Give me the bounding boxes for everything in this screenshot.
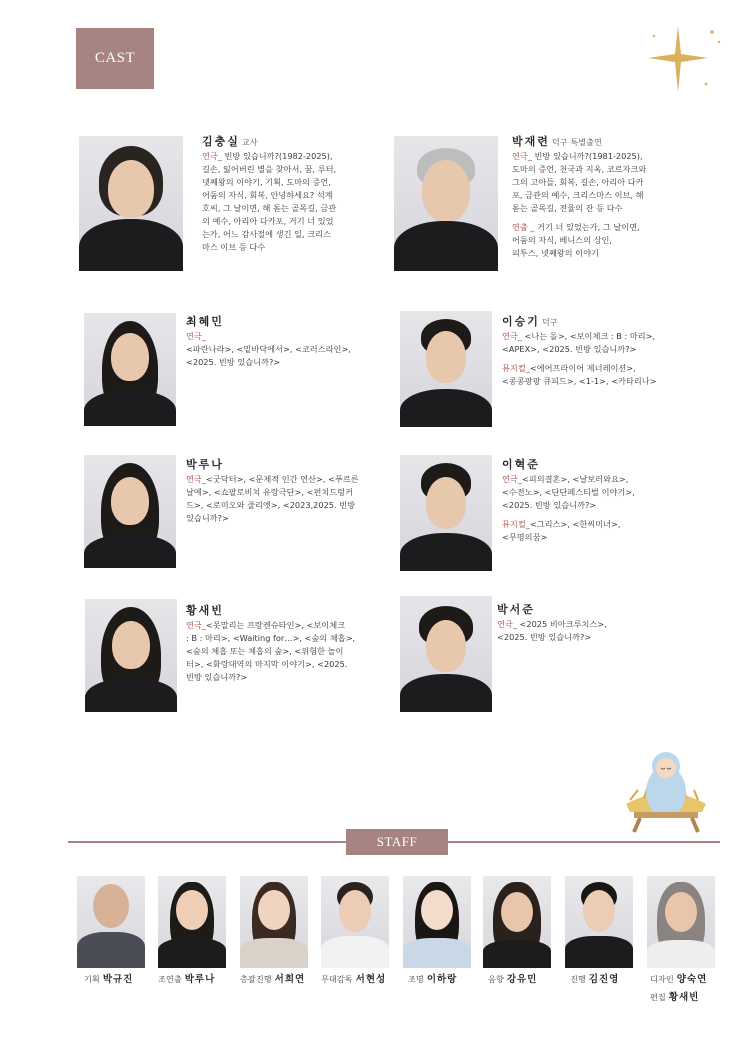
bio-line <box>186 486 386 499</box>
staff-credit-7: 진행 김진영 <box>570 974 620 985</box>
staff-credit-9: 편집 황새빈 <box>650 992 700 1003</box>
bio-line <box>202 215 372 228</box>
cast-name-text: 이혁준 <box>502 458 540 471</box>
staff-photo-4 <box>321 876 389 968</box>
cast-bio-park-jaeryeon <box>512 134 692 260</box>
bio-line <box>512 202 692 215</box>
staff-photo-1 <box>77 876 145 968</box>
cast-name-text: 박서준 <box>497 603 535 616</box>
bio-text: 포, 금관의 예수, 크리스마스 이브, 해 <box>512 190 644 200</box>
bio-line <box>202 163 372 176</box>
cast-name-text: 황새빈 <box>186 604 224 617</box>
cast-name <box>186 457 386 473</box>
cast-name <box>512 134 692 150</box>
bio-text: 거기 너 있었는가, 그 날이면, <box>534 222 640 232</box>
staff-credit-4: 무대감독 서현성 <box>321 974 387 985</box>
cast-role: 교사 <box>241 137 258 147</box>
genre-label: 연극_ <box>512 151 532 161</box>
bio-line <box>202 228 372 241</box>
bio-line <box>186 512 386 525</box>
bio-line <box>502 343 692 356</box>
cast-photo-park-jaeryeon <box>394 136 498 271</box>
cast-bio-hwang-saebin <box>186 603 386 684</box>
bio-line <box>502 518 692 531</box>
bio-text: <그리스>, <한씨미녀>, <box>529 519 621 529</box>
bio-text: 그의 고아들, 회복, 길손, 아리아 다카 <box>512 177 644 187</box>
bio-line <box>512 150 692 163</box>
staff-credit-6: 음향 강유민 <box>488 974 538 985</box>
staff-credit-5: 조명 이하랑 <box>408 974 458 985</box>
bio-text: 있습니까?> <box>186 513 229 523</box>
bio-text: 어둠의 자식, 회복, 안녕하세요? 석계 <box>202 190 333 200</box>
bio-line <box>202 202 372 215</box>
bio-text: 도마의 증언, 천국과 지옥, 코르자크와 <box>512 164 647 174</box>
bio-text: 돋는 골목길, 전율의 잔 등 다수 <box>512 203 623 213</box>
bio-line <box>502 473 692 486</box>
bio-line <box>186 343 386 356</box>
bio-text: <못말리는 프랑켄슈타인>, <보이체크 <box>205 620 346 630</box>
cast-photo-lee-seunggi <box>400 311 492 427</box>
genre-label: 연극_ <box>186 331 206 341</box>
bio-line <box>512 234 692 247</box>
staff-credit-1: 기획 박규진 <box>84 974 134 985</box>
bio-line <box>202 176 372 189</box>
staff-photo-3 <box>240 876 308 968</box>
staff-credit-8: 디자인 양숙연 <box>650 974 708 985</box>
genre-label: 연출 _ <box>512 222 535 232</box>
bio-text: : B : 마리>, <Waiting for…>, <숲의 체홉>, <box>186 633 356 643</box>
bio-line <box>186 658 386 671</box>
cast-bio-choi-hyemin <box>186 314 386 369</box>
baby-manger-illustration <box>624 742 708 834</box>
bio-text: <파란나라>, <밑바닥에서>, <코러스라인>, <box>186 344 351 354</box>
bio-text: <무명의꿈> <box>502 532 548 542</box>
bio-line <box>186 645 386 658</box>
bio-text: <에어프라이어 제너레이션>, <box>529 363 636 373</box>
cast-name-text: 최혜민 <box>186 315 224 328</box>
bio-text: <피의결혼>, <날보러와요>, <box>521 474 629 484</box>
staff-photo-8 <box>647 876 715 968</box>
cast-name <box>202 134 372 150</box>
bio-line <box>502 375 692 388</box>
bio-text: <2025. 빈방 있습니까?> <box>502 500 597 510</box>
cast-photo-lee-hyukjun <box>400 455 492 571</box>
bio-line <box>512 189 692 202</box>
bio-text: 어둠의 자식, 베니스의 상인, <box>512 235 613 245</box>
cast-bio-lee-seunggi <box>502 314 692 388</box>
bio-text: <콩콩팡팡 큐피드>, <1-1>, <카타리나> <box>502 376 657 386</box>
bio-text: 날에>, <쇼팔로비치 유랑극단>, <펀치드렁커 <box>186 487 354 497</box>
genre-label: 뮤지컬_ <box>502 519 530 529</box>
bio-text: <2025 비아크루치스>, <box>516 619 607 629</box>
bio-line <box>512 176 692 189</box>
cast-photo-choi-hyemin <box>84 313 176 426</box>
bio-text: 길손, 잃어버린 별을 찾아서, 꿈, 루터, <box>202 164 337 174</box>
cast-photo-hwang-saebin <box>85 599 177 712</box>
staff-header: STAFF <box>346 829 448 855</box>
bio-text: 의 예수, 아리아 다카포, 거기 너 있었 <box>202 216 334 226</box>
genre-label: 연극_ <box>186 620 206 630</box>
bio-line <box>186 330 386 343</box>
staff-credit-3: 총괄진행 서희연 <box>240 974 306 985</box>
staff-photo-2 <box>158 876 226 968</box>
bio-line <box>186 619 386 632</box>
genre-label: 뮤지컬_ <box>502 363 530 373</box>
cast-name-text: 박재련 <box>512 135 550 148</box>
bio-line <box>497 618 687 631</box>
cast-bio-kim-chungsil <box>202 134 372 254</box>
genre-label: 연극_ <box>502 474 522 484</box>
cast-name-text: 박루나 <box>186 458 224 471</box>
bio-text: 피투스, 넷째왕의 이야기 <box>512 248 599 258</box>
bio-line <box>186 632 386 645</box>
bio-line <box>202 241 372 254</box>
cast-bio-lee-hyukjun <box>502 457 692 544</box>
bio-line <box>512 247 692 260</box>
cast-name <box>186 314 386 330</box>
bio-line <box>202 150 372 163</box>
bio-line <box>502 362 692 375</box>
bio-line <box>186 356 386 369</box>
bio-line <box>502 486 692 499</box>
cast-name <box>186 603 386 619</box>
cast-name <box>497 602 687 618</box>
bio-line <box>186 473 386 486</box>
bio-text: <숲의 체홉 또는 체홉의 숲>, <위험한 놀이 <box>186 646 344 656</box>
cast-bio-park-luna <box>186 457 386 525</box>
star-sparkle-icon <box>640 22 725 97</box>
cast-photo-park-luna <box>84 455 176 568</box>
staff-photo-7 <box>565 876 633 968</box>
bio-line <box>186 499 386 512</box>
cast-name-text: 김충실 <box>202 135 240 148</box>
staff-photo-6 <box>483 876 551 968</box>
bio-text: 호씨, 그 날이면, 해 돋는 골목길, 금관 <box>202 203 337 213</box>
bio-text: 빈방 있습니까?(1982-2025), <box>221 151 333 161</box>
bio-line <box>512 221 692 234</box>
bio-line <box>502 499 692 512</box>
cast-photo-kim-chungsil <box>79 136 183 271</box>
bio-line <box>202 189 372 202</box>
bio-text: 마스 이브 등 다수 <box>202 242 266 252</box>
cast-role: 덕구 <box>541 317 558 327</box>
cast-name <box>502 314 692 330</box>
genre-label: 연극_ <box>202 151 222 161</box>
genre-label: 연극_ <box>186 474 206 484</box>
bio-text: <굿닥터>, <문제적 인간 연산>, <푸르른 <box>205 474 359 484</box>
cast-header: CAST <box>76 28 154 89</box>
cast-photo-park-seojun <box>400 596 492 712</box>
bio-line <box>502 531 692 544</box>
bio-text: 터>, <화랑대역의 마지막 이야기>, <2025. <box>186 659 348 669</box>
bio-line <box>502 330 692 343</box>
staff-credit-2: 조연출 박루나 <box>158 974 216 985</box>
cast-name-text: 이승기 <box>502 315 540 328</box>
bio-text: 드>, <로미오와 줄리엣>, <2023,2025. 빈방 <box>186 500 356 510</box>
cast-name <box>502 457 692 473</box>
bio-text: <수전노>, <단단페스티벌 이야기>, <box>502 487 635 497</box>
bio-text: 넷째왕의 이야기, 기획, 도마의 증언, <box>202 177 331 187</box>
bio-text: 는가, 어느 감사절에 생긴 일, 크리스 <box>202 229 331 239</box>
cast-role: 덕구 특별출연 <box>551 137 602 147</box>
genre-label: 연극_ <box>497 619 517 629</box>
bio-line <box>512 163 692 176</box>
bio-text: <나는 돌>, <보이체크 : B : 마리>, <box>521 331 656 341</box>
cast-bio-park-seojun <box>497 602 687 644</box>
bio-text: <2025. 빈방 있습니까?> <box>497 632 592 642</box>
bio-text: <2025. 빈방 있습니까?> <box>186 357 281 367</box>
bio-text: <APEX>, <2025. 빈방 있습니까?> <box>502 344 637 354</box>
staff-photo-5 <box>403 876 471 968</box>
genre-label: 연극_ <box>502 331 522 341</box>
bio-text: 빈방 있습니까?> <box>186 672 248 682</box>
bio-line <box>497 631 687 644</box>
bio-line <box>186 671 386 684</box>
bio-text: 빈방 있습니까?(1981-2025), <box>531 151 643 161</box>
